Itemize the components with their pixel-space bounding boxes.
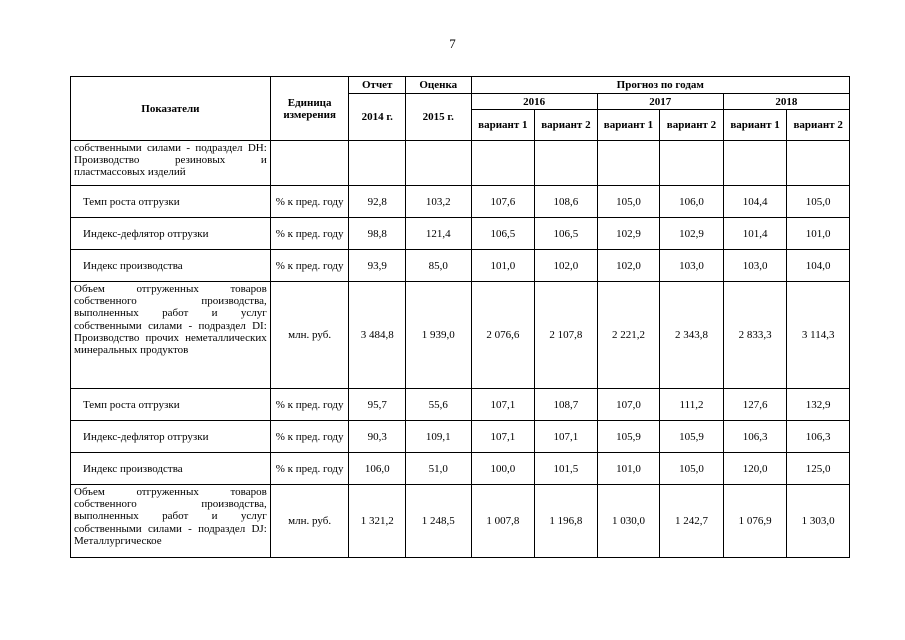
value-cell: 108,6 <box>535 186 598 218</box>
header-variant-2: вариант 2 <box>787 110 850 141</box>
value-cell: 127,6 <box>723 389 787 421</box>
value-cell: 103,0 <box>660 250 724 282</box>
value-cell: 101,4 <box>723 218 787 250</box>
indicator-cell: Темп роста отгрузки <box>71 389 271 421</box>
indicator-cell: Индекс-дефлятор отгрузки <box>71 218 271 250</box>
value-cell: 102,9 <box>660 218 724 250</box>
unit-cell <box>270 141 349 186</box>
value-cell: 107,1 <box>471 389 535 421</box>
value-cell: 106,0 <box>349 453 406 485</box>
value-cell: 101,0 <box>787 218 850 250</box>
indicator-cell: Индекс производства <box>71 250 271 282</box>
value-cell: 120,0 <box>723 453 787 485</box>
value-cell: 103,0 <box>723 250 787 282</box>
value-cell: 105,0 <box>787 186 850 218</box>
header-year-2017: 2017 <box>597 94 723 110</box>
value-cell: 92,8 <box>349 186 406 218</box>
value-cell: 100,0 <box>471 453 535 485</box>
table-row <box>71 453 850 485</box>
value-cell: 2 076,6 <box>471 282 535 389</box>
header-forecast: Прогноз по годам <box>471 77 849 94</box>
value-cell: 106,0 <box>660 186 724 218</box>
unit-cell: млн. руб. <box>270 282 349 389</box>
value-cell: 104,0 <box>787 250 850 282</box>
header-indicators: Показатели <box>71 77 271 141</box>
value-cell: 1 030,0 <box>597 485 660 558</box>
value-cell: 101,0 <box>471 250 535 282</box>
value-cell: 2 343,8 <box>660 282 724 389</box>
value-cell: 1 321,2 <box>349 485 406 558</box>
value-cell <box>349 141 406 186</box>
indicator-cell: Объем отгруженных товаров собственного производства, выполненных работ и услуг собственными силами - подраздел DI: Производство прочих неметаллических минеральных продуктов <box>71 282 271 389</box>
header-variant-1: вариант 1 <box>471 110 535 141</box>
value-cell: 1 076,9 <box>723 485 787 558</box>
value-cell: 1 303,0 <box>787 485 850 558</box>
unit-cell: % к пред. году <box>270 389 349 421</box>
unit-cell: % к пред. году <box>270 250 349 282</box>
header-unit: Единица измерения <box>270 77 349 141</box>
unit-cell: млн. руб. <box>270 485 349 558</box>
indicator-cell: Индекс-дефлятор отгрузки <box>71 421 271 453</box>
value-cell: 107,0 <box>597 389 660 421</box>
value-cell: 105,0 <box>597 186 660 218</box>
page-number: 7 <box>449 36 456 51</box>
table-row <box>71 421 850 453</box>
header-variant-1: вариант 1 <box>597 110 660 141</box>
value-cell: 2 833,3 <box>723 282 787 389</box>
value-cell: 98,8 <box>349 218 406 250</box>
table-row-group <box>71 485 850 558</box>
table-row-group <box>71 282 850 389</box>
value-cell: 109,1 <box>405 421 471 453</box>
value-cell: 105,9 <box>660 421 724 453</box>
indicator-cell: Объем отгруженных товаров собственного производства, выполненных работ и услуг собственными силами - подраздел DJ: Металлургическое <box>71 485 271 558</box>
value-cell: 106,5 <box>535 218 598 250</box>
value-cell: 107,6 <box>471 186 535 218</box>
value-cell <box>723 141 787 186</box>
value-cell: 107,1 <box>535 421 598 453</box>
indicator-cell: Темп роста отгрузки <box>71 186 271 218</box>
value-cell: 104,4 <box>723 186 787 218</box>
value-cell: 102,0 <box>535 250 598 282</box>
value-cell: 132,9 <box>787 389 850 421</box>
header-estimate-year: 2015 г. <box>405 94 471 141</box>
value-cell: 103,2 <box>405 186 471 218</box>
value-cell <box>597 141 660 186</box>
header-report-year: 2014 г. <box>349 94 406 141</box>
value-cell: 1 939,0 <box>405 282 471 389</box>
forecast-table-container <box>70 76 850 558</box>
header-variant-1: вариант 1 <box>723 110 787 141</box>
value-cell <box>535 141 598 186</box>
value-cell <box>660 141 724 186</box>
value-cell: 90,3 <box>349 421 406 453</box>
value-cell: 106,3 <box>787 421 850 453</box>
value-cell: 1 242,7 <box>660 485 724 558</box>
value-cell: 1 248,5 <box>405 485 471 558</box>
table-row <box>71 218 850 250</box>
value-cell: 2 107,8 <box>535 282 598 389</box>
value-cell: 108,7 <box>535 389 598 421</box>
value-cell: 1 196,8 <box>535 485 598 558</box>
unit-cell: % к пред. году <box>270 421 349 453</box>
value-cell: 85,0 <box>405 250 471 282</box>
table-row <box>71 250 850 282</box>
value-cell: 1 007,8 <box>471 485 535 558</box>
table-row-group <box>71 141 850 186</box>
value-cell: 102,9 <box>597 218 660 250</box>
forecast-table <box>70 76 850 558</box>
unit-cell: % к пред. году <box>270 186 349 218</box>
table-row <box>71 186 850 218</box>
value-cell: 121,4 <box>405 218 471 250</box>
value-cell <box>405 141 471 186</box>
value-cell: 51,0 <box>405 453 471 485</box>
value-cell: 125,0 <box>787 453 850 485</box>
header-variant-2: вариант 2 <box>660 110 724 141</box>
value-cell: 105,0 <box>660 453 724 485</box>
indicator-cell: Индекс производства <box>71 453 271 485</box>
header-year-2018: 2018 <box>723 94 849 110</box>
header-report: Отчет <box>349 77 406 94</box>
value-cell: 55,6 <box>405 389 471 421</box>
value-cell: 101,0 <box>597 453 660 485</box>
value-cell: 101,5 <box>535 453 598 485</box>
value-cell: 3 484,8 <box>349 282 406 389</box>
value-cell: 93,9 <box>349 250 406 282</box>
unit-cell: % к пред. году <box>270 453 349 485</box>
header-variant-2: вариант 2 <box>535 110 598 141</box>
value-cell: 95,7 <box>349 389 406 421</box>
value-cell <box>471 141 535 186</box>
table-body <box>71 141 850 558</box>
value-cell: 2 221,2 <box>597 282 660 389</box>
value-cell <box>787 141 850 186</box>
unit-cell: % к пред. году <box>270 218 349 250</box>
value-cell: 106,5 <box>471 218 535 250</box>
header-estimate: Оценка <box>405 77 471 94</box>
indicator-cell: собственными силами - подраздел DH: Производство резиновых и пластмассовых изделий <box>71 141 271 186</box>
value-cell: 106,3 <box>723 421 787 453</box>
value-cell: 111,2 <box>660 389 724 421</box>
table-row <box>71 389 850 421</box>
value-cell: 3 114,3 <box>787 282 850 389</box>
value-cell: 105,9 <box>597 421 660 453</box>
value-cell: 102,0 <box>597 250 660 282</box>
value-cell: 107,1 <box>471 421 535 453</box>
header-year-2016: 2016 <box>471 94 597 110</box>
